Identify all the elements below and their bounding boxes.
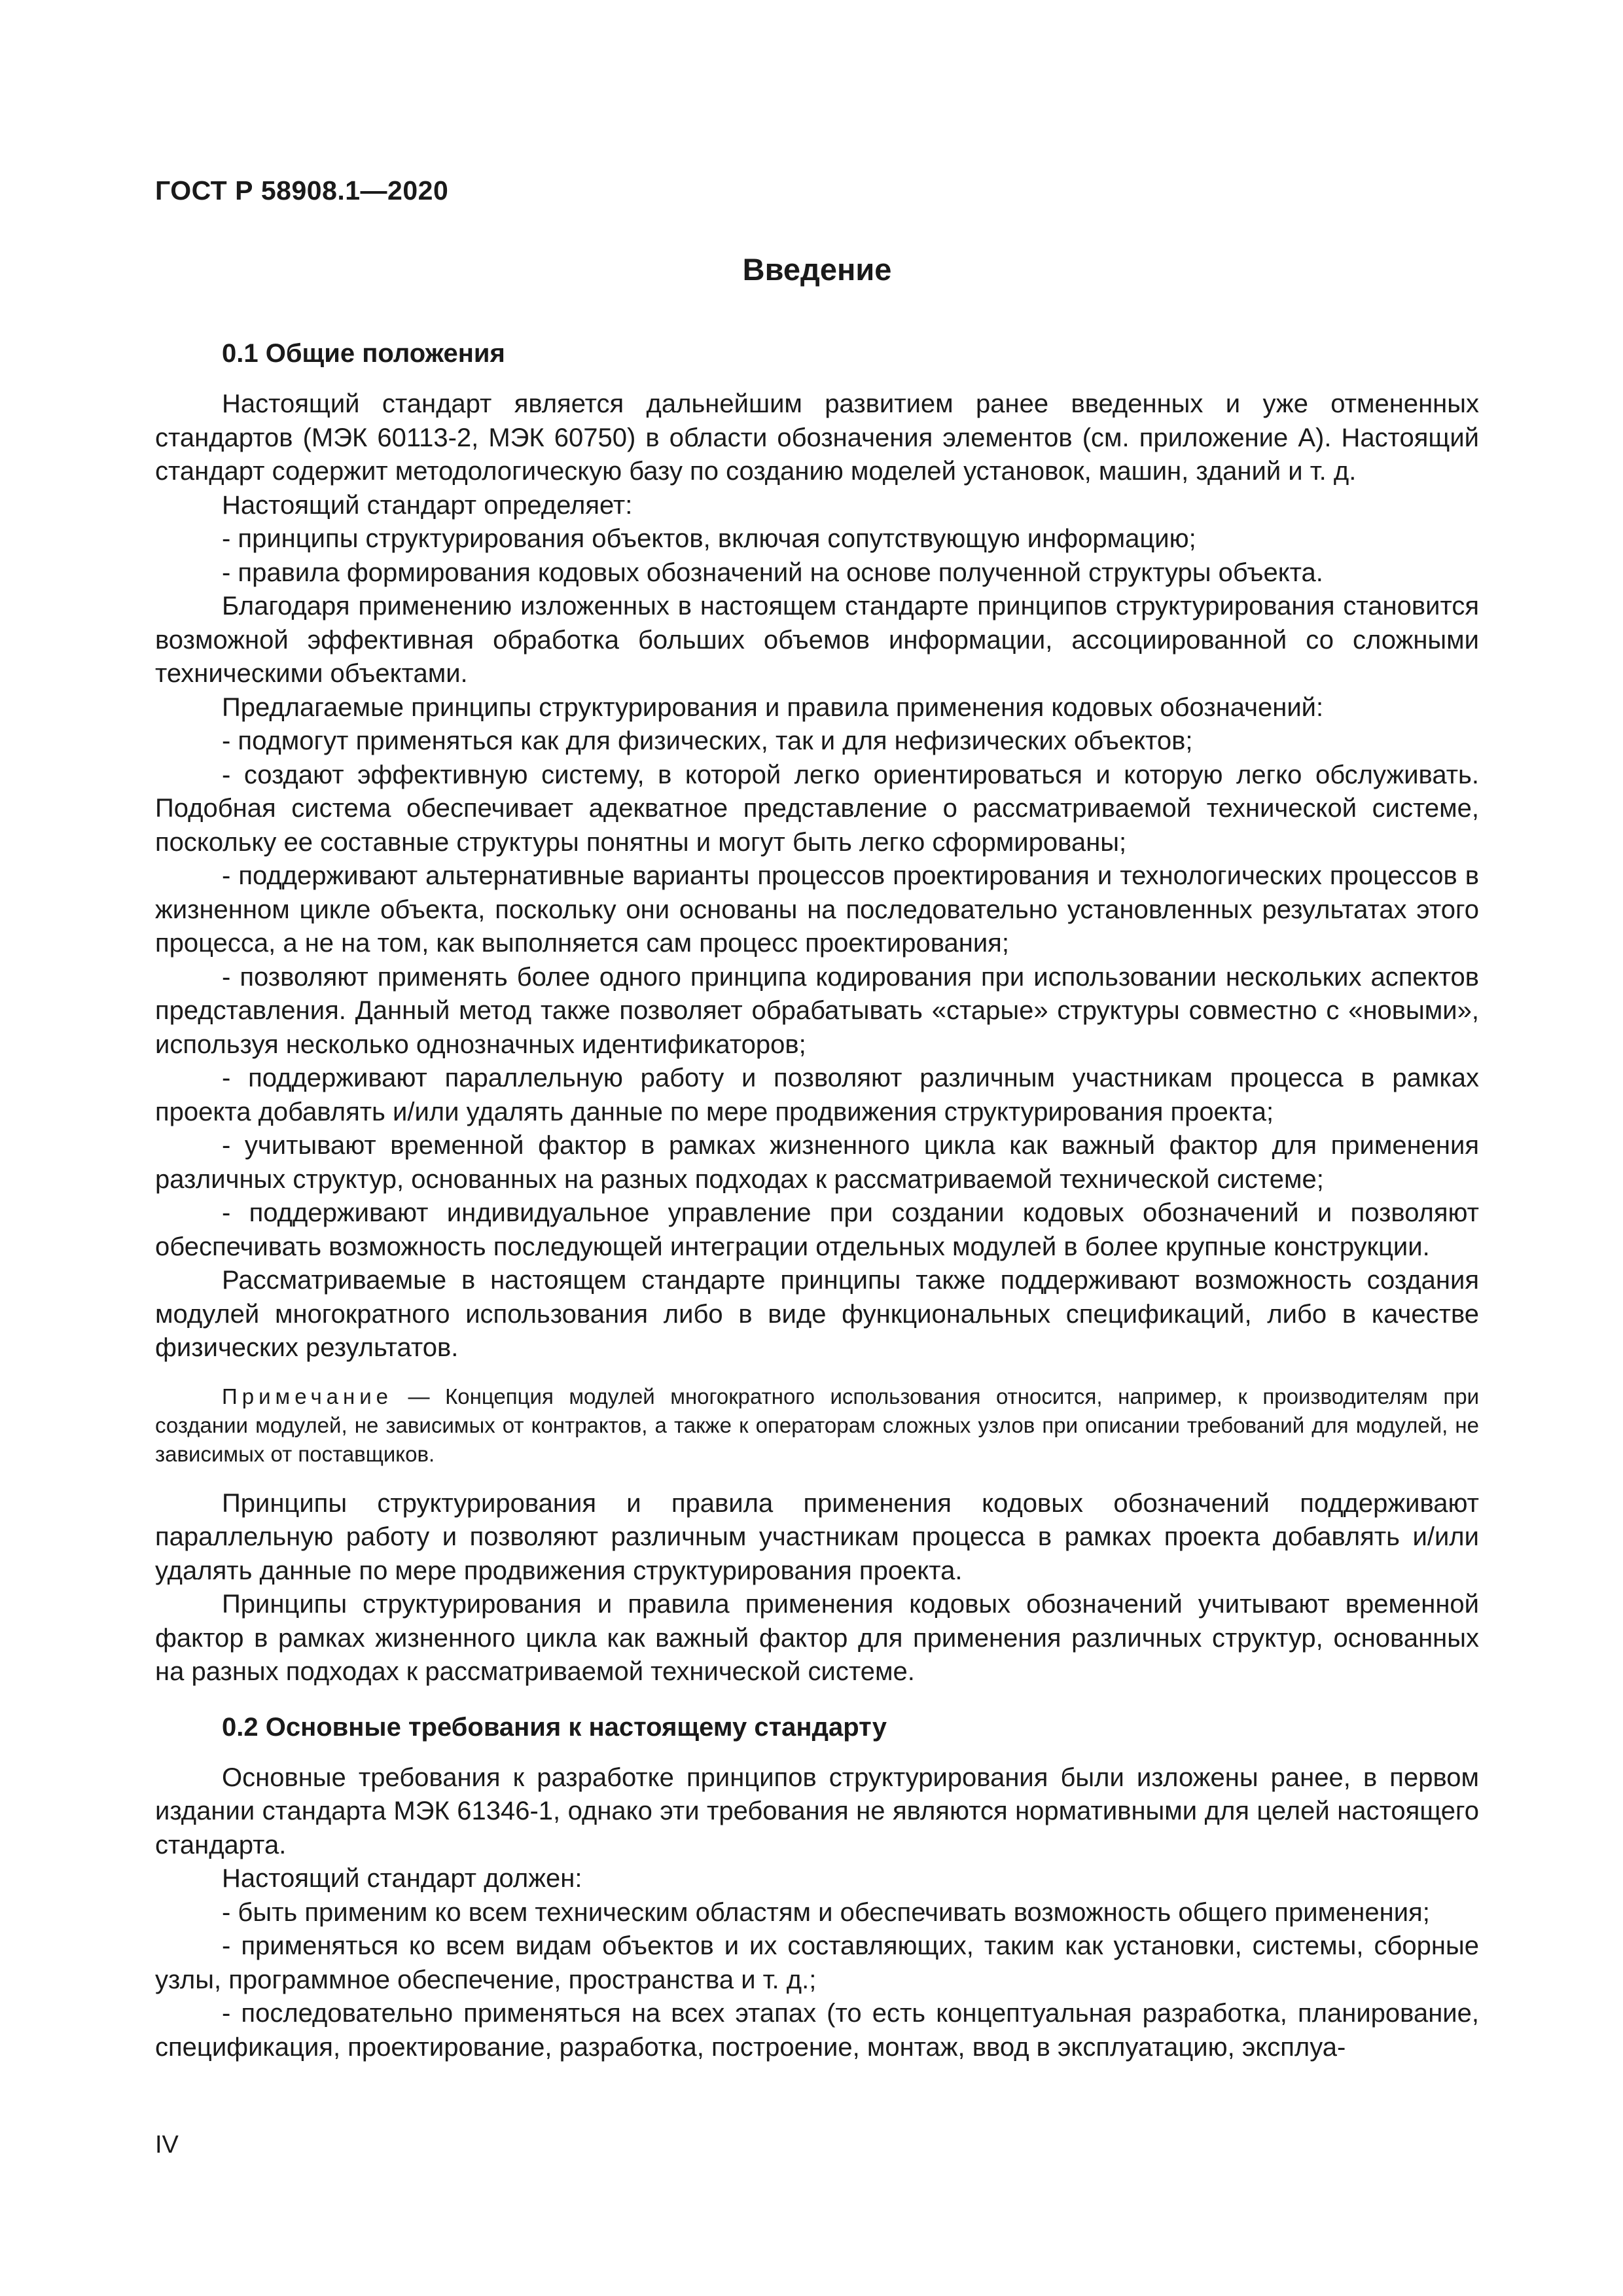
list-item: - учитывают временной фактор в рамках жизненного цикла как важный фактор для применения различных структур, основанных на разных подходах к рассматриваемой технической системе;: [155, 1131, 1479, 1194]
paragraph: Основные требования к разработке принципов структурирования были изложены ранее, в первом издании стандарта МЭК 61346-1, однако эти требования не являются нормативными для целей настоящего стандарта.: [155, 1763, 1479, 1859]
page-number: IV: [155, 2131, 179, 2159]
paragraph: Предлагаемые принципы структурирования и правила применения кодовых обозначений:: [222, 692, 1324, 722]
note-block: [155, 1382, 1479, 1469]
paragraph: Настоящий стандарт должен:: [222, 1864, 582, 1893]
paragraph: Благодаря применению изложенных в настоящем стандарте принципов структурирования становится возможной эффективная обработка больших объемов информации, ассоциированной со сложными техническими объектами.: [155, 592, 1479, 688]
section-heading-0-1: 0.1 Общие положения: [222, 339, 505, 368]
document-page: [155, 0, 1479, 2296]
document-body: [155, 334, 1479, 2064]
list-item: - подмогут применяться как для физических, так и для нефизических объектов;: [222, 726, 1193, 755]
list-item: - поддерживают индивидуальное управление при создании кодовых обозначений и позволяют обеспечивать возможность последующей интеграции отдельных модулей в более крупные конструкции.: [155, 1198, 1479, 1261]
paragraph: Настоящий стандарт определяет:: [222, 490, 633, 520]
list-item: - последовательно применяться на всех этапах (то есть концептуальная разработка, планирование, спецификация, проектирование, разработка, построение, монтаж, ввод в эксплуатацию, эксплуа-: [155, 1999, 1479, 2062]
paragraph: Принципы структурирования и правила применения кодовых обозначений поддерживают параллельную работу и позволяют различным участникам процесса в рамках проекта добавлять и/или удалять данные по мере продвижения структурирования проекта.: [155, 1488, 1479, 1585]
paragraph: Рассматриваемые в настоящем стандарте принципы также поддерживают возможность создания модулей многократного использования либо в виде функциональных спецификаций, либо в качестве физических результатов.: [155, 1266, 1479, 1362]
paragraph: Настоящий стандарт является дальнейшим развитием ранее введенных и уже отмененных стандартов (МЭК 60113-2, МЭК 60750) в области обозначения элементов (см. приложение А). Настоящий стандарт содержит методологическую базу по созданию моделей установок, машин, зданий и т. д.: [155, 389, 1479, 486]
note-text: — Концепция модулей многократного использования относится, например, к производителям при создании модулей, не зависимых от контрактов, а также к операторам сложных узлов при описании требований для модулей, не зависимых от поставщиков.: [155, 1384, 1479, 1466]
document-id-header: ГОСТ Р 58908.1—2020: [155, 175, 449, 206]
paragraph: Принципы структурирования и правила применения кодовых обозначений учитывают временной фактор в рамках жизненного цикла как важный фактор для применения различных структур, основанных на разных подходах к рассматриваемой технической системе.: [155, 1590, 1479, 1686]
list-item: - быть применим ко всем техническим областям и обеспечивать возможность общего применения;: [222, 1897, 1430, 1927]
note-label: Примечание: [222, 1384, 393, 1408]
list-item: - поддерживают параллельную работу и позволяют различным участникам процесса в рамках проекта добавлять и/или удалять данные по мере продвижения структурирования проекта;: [155, 1064, 1479, 1126]
list-item: - позволяют применять более одного принципа кодирования при использовании нескольких аспектов представления. Данный метод также позволяет обрабатывать «старые» структуры совместно с «новыми», используя несколько однозначных идентификаторов;: [155, 962, 1479, 1059]
section-heading-0-2: 0.2 Основные требования к настоящему стандарту: [222, 1712, 887, 1742]
list-item: - правила формирования кодовых обозначений на основе полученной структуры объекта.: [222, 558, 1323, 587]
list-item: - принципы структурирования объектов, включая сопутствующую информацию;: [222, 524, 1196, 553]
page-title: Введение: [742, 252, 892, 287]
list-item: - поддерживают альтернативные варианты процессов проектирования и технологических процессов в жизненном цикле объекта, поскольку они основаны на последовательно установленных результатах этого процесса, а не на том, как выполняется сам процесс проектирования;: [155, 861, 1479, 958]
list-item: - применяться ко всем видам объектов и их составляющих, таким как установки, системы, сборные узлы, программное обеспечение, пространства и т. д.;: [155, 1931, 1479, 1994]
list-item: - создают эффективную систему, в которой легко ориентироваться и которую легко обслуживать. Подобная система обеспечивает адекватное представление о рассматриваемой технической системе, поскольку ее составные структуры понятны и могут быть легко сформированы;: [155, 760, 1479, 857]
